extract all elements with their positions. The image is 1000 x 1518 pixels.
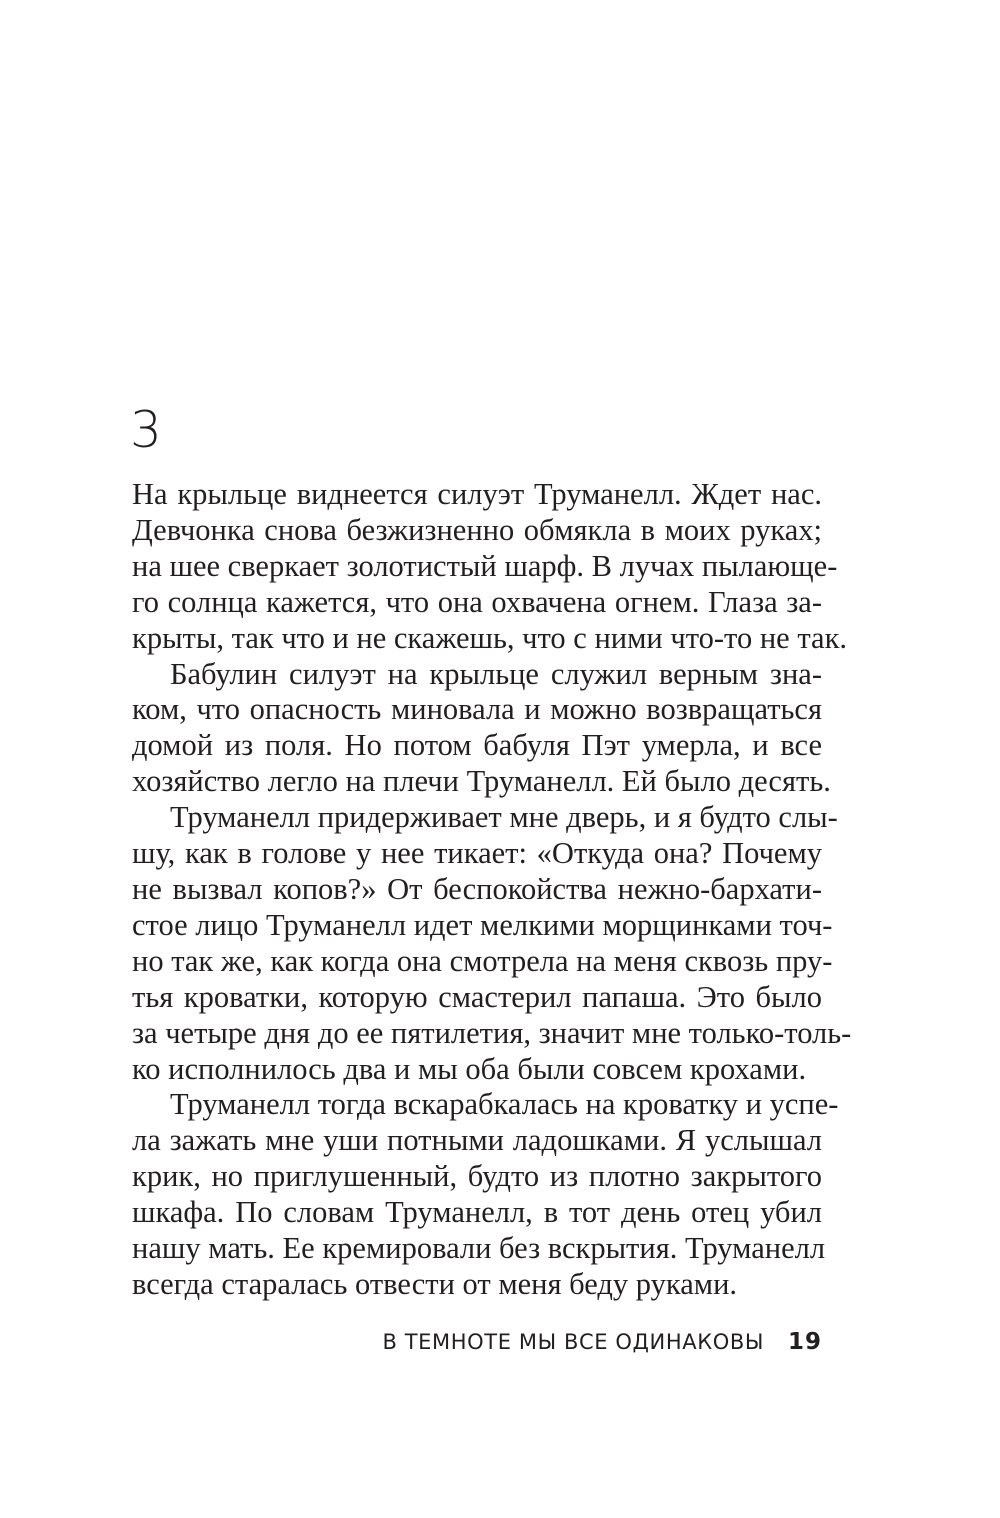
text-line: тья кроватки, которую смастерил папаша. Это было [132,979,822,1014]
text-line: Труманелл придерживает мне дверь, и я будто слы- [170,800,838,835]
text-line: ком, что опасность миновала и можно возвращаться [132,692,822,727]
running-footer [300,1329,822,1355]
text-line: крик, но приглушенный, будто из плотно закрытого [132,1159,822,1194]
text-line: за четыре дня до ее пятилетия, значит мне только-толь- [132,1015,852,1050]
chapter-number: 3 [130,401,162,459]
text-line: не вызвал копов?» От беспокойства нежно-бархати- [132,871,822,906]
text-line: домой из поля. Но потом бабуля Пэт умерла, и все [132,728,822,763]
text-line: На крыльце виднеется силуэт Труманелл. Ждет нас. [132,477,822,511]
text-line: Труманелл тогда вскарабкалась на кроватку и успе- [170,1087,839,1122]
text-line: шу, как в голове у нее тикает: «Откуда она? Почему [132,836,822,871]
text-line: ла зажать мне уши потными ладошками. Я услышал [132,1123,822,1158]
text-line: шкафа. По словам Труманелл, в тот день отец убил [132,1195,822,1230]
text-line: ко исполнилось два и мы оба были совсем крохами. [132,1051,807,1086]
text-line: всегда старалась отвести от меня беду руками. [132,1266,738,1301]
page-number: 19 [787,1329,822,1355]
text-line: но так же, как когда она смотрела на меня сквозь пру- [132,943,833,978]
text-line: Девчонка снова безжизненно обмякла в моих руках; [132,512,822,547]
text-line: го солнца кажется, что она охвачена огнем. Глаза за- [132,584,822,619]
text-line: крыты, так что и не скажешь, что с ними что-то не так. [132,620,848,655]
text-line: нашу мать. Ее кремировали без вскрытия. Труманелл [132,1231,826,1266]
text-line: хозяйство легло на плечи Труманелл. Ей было десять. [132,764,831,799]
book-title: В ТЕМНОТЕ МЫ ВСЕ ОДИНАКОВЫ [382,1330,764,1354]
text-line: Бабулин силуэт на крыльце служил верным зна- [170,656,822,691]
text-line: на шее сверкает золотистый шарф. В лучах пылающе- [132,548,838,583]
body-text [132,477,852,1303]
text-line: стое лицо Труманелл идет мелкими морщинками точ- [132,907,833,942]
